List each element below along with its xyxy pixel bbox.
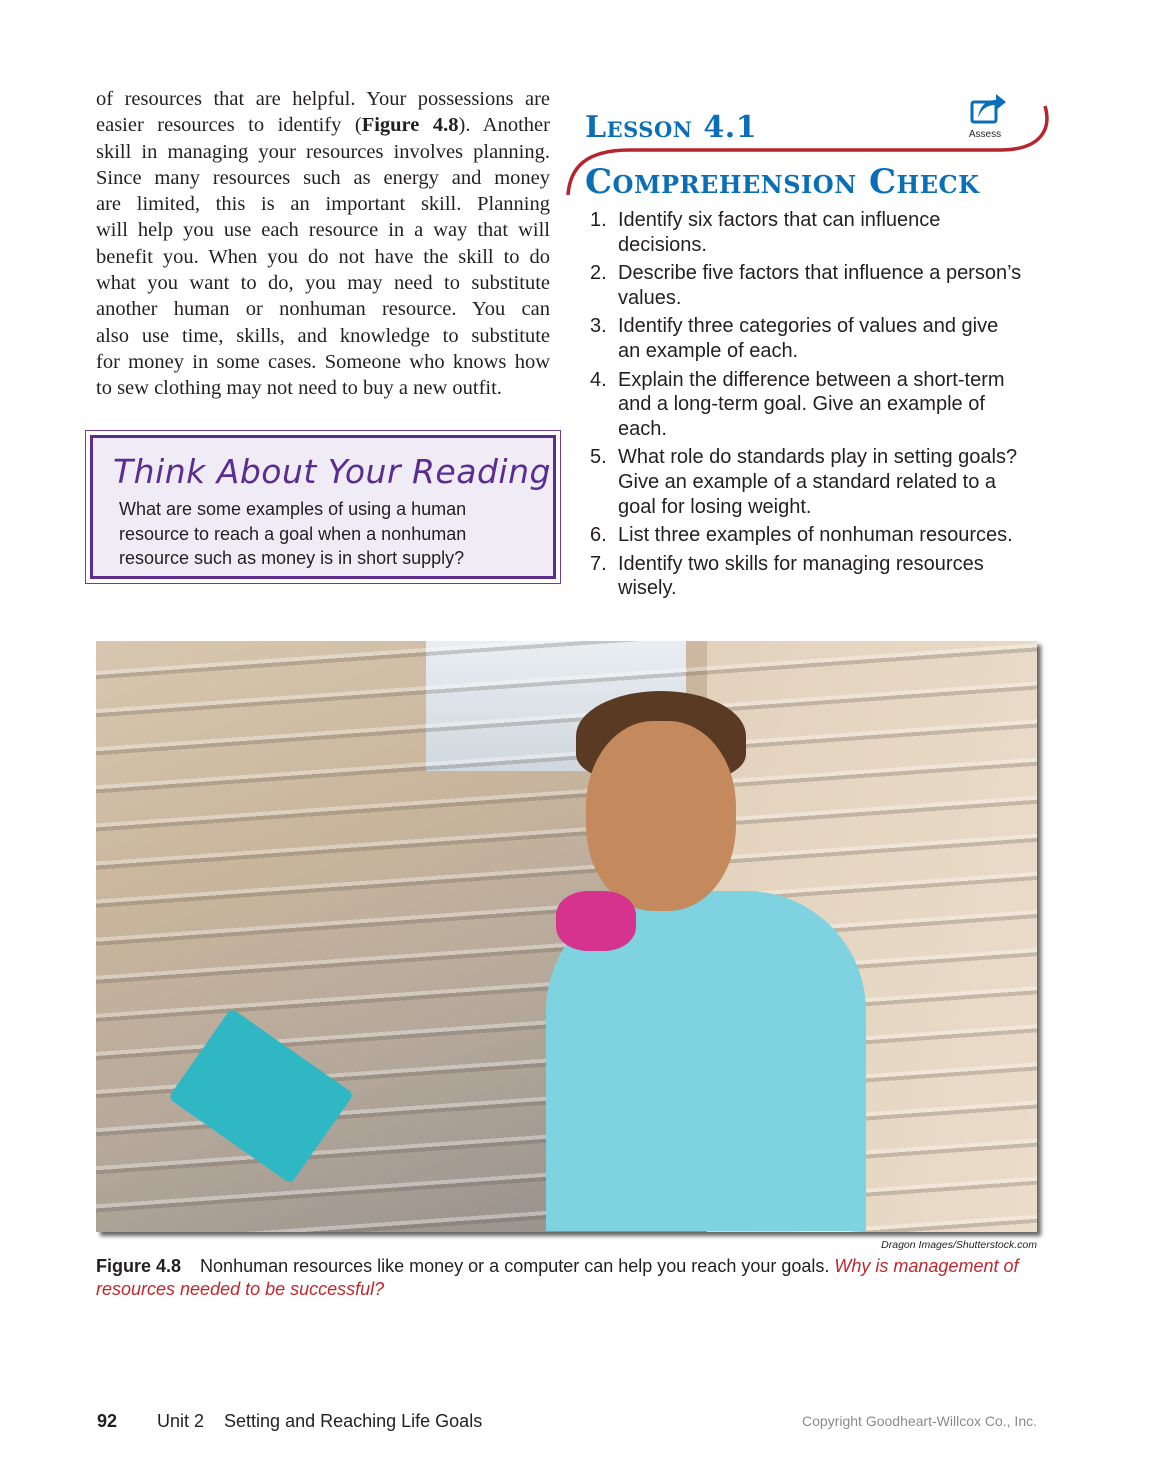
think-line: resource such as money is in short supply?: [119, 548, 465, 568]
photo-headphones: [556, 891, 636, 951]
question-line: and a long-term goal. Give an example of: [618, 393, 985, 416]
question-item: [590, 208, 1050, 257]
think-about-reading-box: [85, 430, 561, 584]
question-line: goal for losing weight.: [618, 495, 812, 518]
share-arrow-icon: [962, 90, 1008, 126]
think-box-inner: [90, 435, 556, 579]
question-line: Identify two skills for managing resources: [618, 552, 984, 575]
question-item: [590, 445, 1050, 519]
figure-caption: [96, 1255, 1041, 1301]
body-line: skill in managing your resources involves planning.: [96, 140, 550, 163]
question-number: 6.: [590, 524, 607, 547]
question-number: 4.: [590, 368, 607, 391]
body-line: for money in some cases. Someone who knows how: [96, 350, 550, 373]
figure-label: Figure 4.8: [96, 1256, 182, 1276]
body-line-text: easier resources to identify (: [96, 114, 362, 137]
question-item: [590, 314, 1050, 363]
body-line-text: ). Another: [458, 114, 550, 137]
body-paragraph: [96, 86, 550, 402]
photo-student-face: [586, 721, 736, 911]
question-number: 3.: [590, 315, 607, 338]
body-line: benefit you. When you do not have the skill to do: [96, 245, 550, 268]
comprehension-check-heading: Comprehension Check: [585, 162, 980, 202]
think-box-title: Think About Your Reading: [113, 452, 551, 491]
photo-credit: Dragon Images/Shutterstock.com: [881, 1239, 1037, 1251]
figure-photo-student-on-stairs: [96, 641, 1037, 1232]
question-number: 7.: [590, 552, 607, 575]
question-line: List three examples of nonhuman resources.: [618, 524, 1013, 547]
question-number: 5.: [590, 446, 607, 469]
question-item: [590, 552, 1050, 601]
question-line: values.: [618, 286, 682, 309]
body-line: to sew clothing may not need to buy a new outfit.: [96, 377, 502, 400]
body-line: of resources that are helpful. Your possessions are: [96, 88, 550, 110]
figure-reference[interactable]: Figure 4.8: [361, 114, 459, 137]
body-line: another human or nonhuman resource. You can: [96, 298, 550, 321]
body-line: [96, 112, 550, 138]
question-list: [590, 208, 1050, 605]
lesson-title: Lesson 4.1: [585, 110, 758, 145]
question-item: [590, 261, 1050, 310]
question-line: Identify six factors that can influence: [618, 209, 941, 231]
unit-title: Unit 2 Setting and Reaching Life Goals: [157, 1411, 483, 1431]
assess-button[interactable]: [960, 90, 1010, 140]
question-number: 2.: [590, 262, 607, 285]
page-number: 92: [97, 1411, 118, 1431]
question-item: [590, 368, 1050, 442]
body-line: are limited, this is an important skill. Planning: [96, 193, 550, 216]
body-line: Since many resources such as energy and money: [96, 166, 550, 189]
caption-question: Why is management of resources needed to be successful?: [96, 1256, 1019, 1299]
body-line: what you want to do, you may need to substitute: [96, 272, 550, 295]
think-line: What are some examples of using a human: [119, 499, 467, 519]
question-line: each.: [618, 417, 667, 440]
body-line: will help you use each resource in a way that will: [96, 219, 550, 242]
question-line: Explain the difference between a short-term: [618, 368, 1005, 391]
question-line: Describe five factors that influence a person’s: [618, 262, 1022, 285]
caption-text: Nonhuman resources like money or a computer can help you reach your goals.: [200, 1256, 830, 1276]
assess-label: Assess: [968, 129, 1002, 140]
question-line: What role do standards play in setting goals?: [618, 446, 1018, 469]
copyright: Copyright Goodheart-Willcox Co., Inc.: [802, 1413, 1037, 1429]
question-line: Give an example of a standard related to a: [618, 470, 997, 493]
question-line: wisely.: [618, 577, 677, 600]
think-box-text: [119, 497, 466, 571]
question-line: decisions.: [618, 233, 707, 256]
body-line: also use time, skills, and knowledge to substitute: [96, 324, 550, 347]
question-line: an example of each.: [618, 339, 799, 362]
question-item: [590, 523, 1050, 548]
think-line: resource to reach a goal when a nonhuman: [119, 523, 467, 544]
question-line: Identify three categories of values and give: [618, 315, 999, 338]
question-number: 1.: [590, 209, 607, 231]
